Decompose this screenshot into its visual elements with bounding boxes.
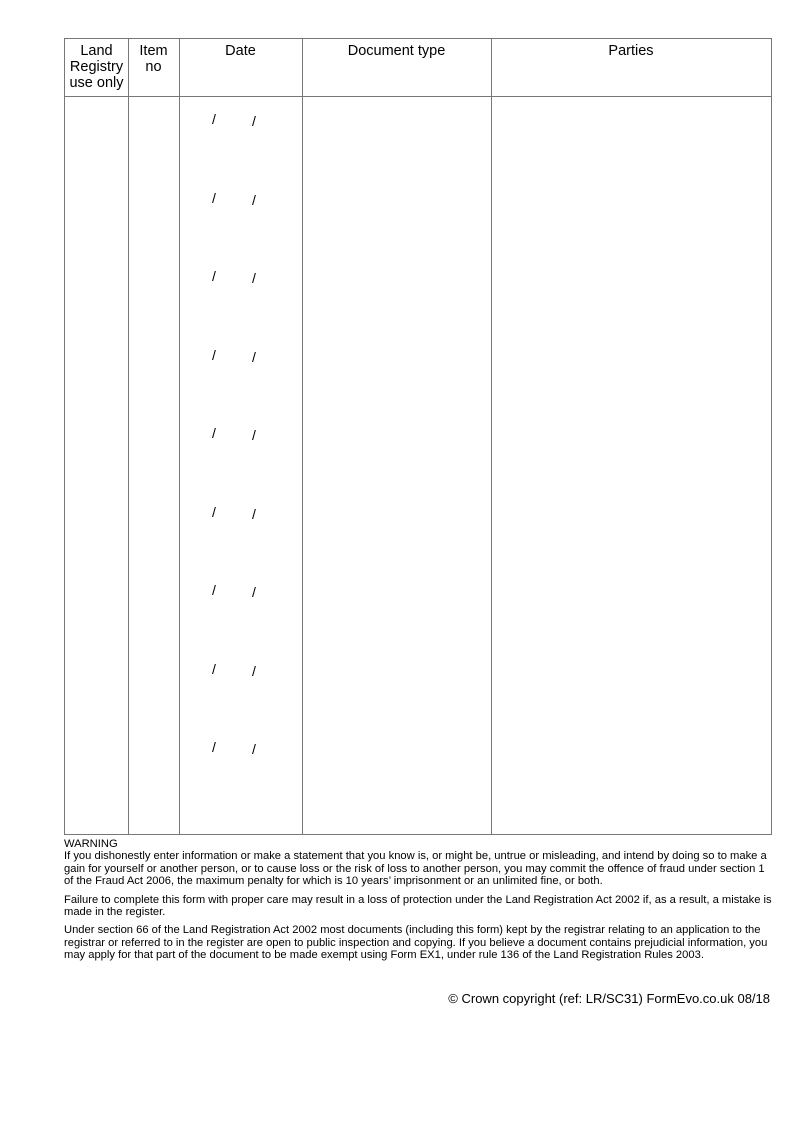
column-divider	[302, 39, 303, 834]
warning-section	[64, 838, 776, 968]
header-date: Date	[225, 43, 256, 59]
column-divider	[179, 39, 180, 834]
header-land-registry-use-only: Land Registry use only	[69, 43, 124, 91]
header-item-no: Item no	[139, 43, 168, 75]
date-separator: /	[212, 504, 216, 520]
date-separator: /	[252, 427, 256, 443]
date-separator: /	[252, 663, 256, 679]
date-separator: /	[212, 268, 216, 284]
header-divider	[65, 96, 771, 97]
date-separator: /	[252, 113, 256, 129]
date-separator: /	[212, 582, 216, 598]
date-separator: /	[252, 192, 256, 208]
date-separator: /	[252, 270, 256, 286]
documents-table	[64, 38, 772, 835]
date-separator: /	[212, 111, 216, 127]
date-separator: /	[212, 739, 216, 755]
date-separator: /	[212, 190, 216, 206]
date-separator: /	[252, 506, 256, 522]
column-divider	[491, 39, 492, 834]
column-divider	[128, 39, 129, 834]
date-separator: /	[252, 584, 256, 600]
warning-public-inspection-paragraph: Under section 66 of the Land Registration Act 2002 most documents (including this form) kept by the registrar relating to an application to the registrar or referred to in the register are open to public inspection and copying. If you believe a document contains prejudicial information, you may apply for that part of the document to be made exempt using Form EX1, under rule 136 of the Land Registration Rules 2003.	[64, 924, 768, 962]
header-document-type: Document type	[347, 43, 446, 59]
warning-title: WARNING	[64, 838, 118, 850]
date-separator: /	[212, 347, 216, 363]
date-separator: /	[212, 661, 216, 677]
copyright-footer: © Crown copyright (ref: LR/SC31) FormEvo.co.uk 08/18	[448, 991, 770, 1006]
date-separator: /	[212, 425, 216, 441]
warning-fraud-paragraph: If you dishonestly enter information or make a statement that you know is, or might be, untrue or misleading, and intend by doing so to make a gain for yourself or another person, or to cause loss or the risk of loss to another person, you may commit the offence of fraud under section 1 of the Fraud Act 2006, the maximum penalty for which is 10 years’ imprisonment or an unlimited fine, or both.	[64, 850, 767, 888]
header-parties: Parties	[608, 43, 654, 59]
date-separator: /	[252, 349, 256, 365]
warning-protection-paragraph: Failure to complete this form with proper care may result in a loss of protection under the Land Registration Act 2002 if, as a result, a mistake is made in the register.	[64, 893, 772, 919]
date-separator: /	[252, 741, 256, 757]
